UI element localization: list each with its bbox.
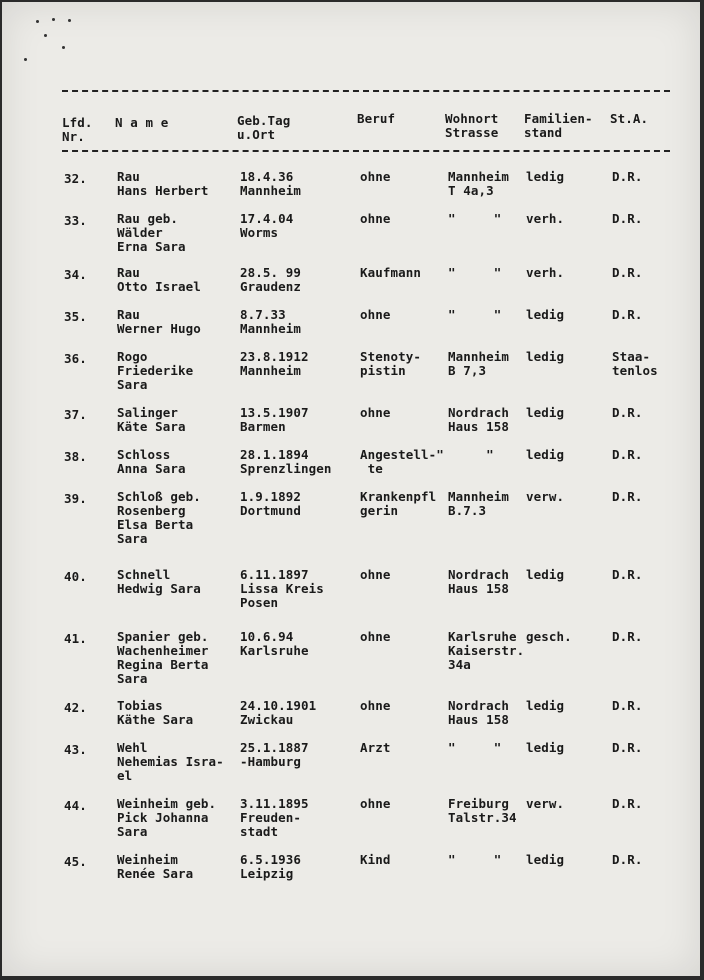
- cell-stand: ledig: [526, 852, 565, 867]
- cell-wohnort: Karlsruhe Kaiserstr. 34a: [448, 629, 525, 672]
- cell-sta: D.R.: [612, 629, 643, 644]
- cell-stand: ledig: [526, 567, 565, 582]
- cell-stand: verh.: [526, 265, 565, 280]
- cell-sta: D.R.: [612, 698, 643, 713]
- cell-beruf: ohne: [360, 211, 391, 226]
- cell-wohnort: " ": [448, 307, 502, 322]
- header-name: N a m e: [115, 115, 169, 130]
- cell-wohnort: Nordrach Haus 158: [448, 698, 510, 727]
- header-familienstand: Familien- stand: [524, 111, 593, 140]
- cell-nr: 34.: [64, 267, 87, 282]
- cell-name: Rau Otto Israel: [117, 265, 201, 294]
- cell-stand: verh.: [526, 211, 565, 226]
- cell-beruf: Angestell-" te: [360, 447, 444, 476]
- cell-geb: 6.5.1936 Leipzig: [240, 852, 302, 881]
- cell-nr: 38.: [64, 449, 87, 464]
- cell-sta: D.R.: [612, 211, 643, 226]
- cell-name: Weinheim Renée Sara: [117, 852, 194, 881]
- header-wohnort: Wohnort Strasse: [445, 111, 499, 140]
- header-rule: [62, 150, 670, 152]
- cell-stand: ledig: [526, 307, 565, 322]
- top-rule: [62, 90, 670, 92]
- cell-name: Tobias Käthe Sara: [117, 698, 194, 727]
- cell-name: Rau geb. Wälder Erna Sara: [117, 211, 186, 254]
- cell-nr: 37.: [64, 407, 87, 422]
- cell-geb: 13.5.1907 Barmen: [240, 405, 309, 434]
- cell-wohnort: Nordrach Haus 158: [448, 405, 510, 434]
- cell-beruf: ohne: [360, 169, 391, 184]
- cell-name: Rau Hans Herbert: [117, 169, 209, 198]
- header-lfd: Lfd. Nr.: [62, 115, 93, 144]
- cell-stand: ledig: [526, 447, 565, 462]
- cell-name: Schloß geb. Rosenberg Elsa Berta Sara: [117, 489, 201, 546]
- cell-nr: 42.: [64, 700, 87, 715]
- cell-stand: verw.: [526, 796, 565, 811]
- cell-beruf: ohne: [360, 405, 391, 420]
- cell-nr: 32.: [64, 171, 87, 186]
- cell-wohnort: Nordrach Haus 158: [448, 567, 510, 596]
- cell-geb: 25.1.1887 -Hamburg: [240, 740, 309, 769]
- cell-geb: 3.11.1895 Freuden- stadt: [240, 796, 309, 839]
- cell-name: Schnell Hedwig Sara: [117, 567, 201, 596]
- cell-sta: D.R.: [612, 489, 643, 504]
- cell-wohnort: " ": [448, 852, 502, 867]
- cell-sta: D.R.: [612, 405, 643, 420]
- cell-stand: ledig: [526, 169, 565, 184]
- cell-beruf: Kaufmann: [360, 265, 422, 280]
- cell-geb: 24.10.1901 Zwickau: [240, 698, 317, 727]
- cell-nr: 43.: [64, 742, 87, 757]
- cell-name: Spanier geb. Wachenheimer Regina Berta Sara: [117, 629, 209, 686]
- cell-wohnort: " ": [448, 211, 502, 226]
- cell-stand: verw.: [526, 489, 565, 504]
- cell-beruf: ohne: [360, 307, 391, 322]
- cell-name: Salinger Käte Sara: [117, 405, 186, 434]
- cell-nr: 35.: [64, 309, 87, 324]
- cell-geb: 8.7.33 Mannheim: [240, 307, 302, 336]
- cell-stand: gesch.: [526, 629, 572, 644]
- cell-sta: D.R.: [612, 796, 643, 811]
- cell-sta: D.R.: [612, 265, 643, 280]
- cell-beruf: Arzt: [360, 740, 391, 755]
- cell-wohnort: Mannheim T 4a,3: [448, 169, 510, 198]
- cell-wohnort: " ": [448, 740, 502, 755]
- cell-geb: 1.9.1892 Dortmund: [240, 489, 302, 518]
- cell-wohnort: Mannheim B.7.3: [448, 489, 510, 518]
- cell-sta: D.R.: [612, 567, 643, 582]
- cell-sta: Staa- tenlos: [612, 349, 658, 378]
- cell-geb: 18.4.36 Mannheim: [240, 169, 302, 198]
- cell-name: Rau Werner Hugo: [117, 307, 201, 336]
- cell-stand: ledig: [526, 405, 565, 420]
- cell-geb: 17.4.04 Worms: [240, 211, 294, 240]
- header-sta: St.A.: [610, 111, 649, 126]
- cell-sta: D.R.: [612, 740, 643, 755]
- cell-sta: D.R.: [612, 447, 643, 462]
- cell-geb: 6.11.1897 Lissa Kreis Posen: [240, 567, 324, 610]
- cell-geb: 23.8.1912 Mannheim: [240, 349, 309, 378]
- cell-name: Weinheim geb. Pick Johanna Sara: [117, 796, 217, 839]
- cell-name: Schloss Anna Sara: [117, 447, 186, 476]
- document-page: [2, 2, 700, 976]
- cell-stand: ledig: [526, 349, 565, 364]
- cell-wohnort: " ": [448, 265, 502, 280]
- cell-geb: 28.5. 99 Graudenz: [240, 265, 302, 294]
- cell-nr: 41.: [64, 631, 87, 646]
- cell-nr: 39.: [64, 491, 87, 506]
- cell-nr: 33.: [64, 213, 87, 228]
- cell-beruf: ohne: [360, 796, 391, 811]
- cell-beruf: ohne: [360, 698, 391, 713]
- header-beruf: Beruf: [357, 111, 396, 126]
- cell-wohnort: ": [448, 447, 494, 462]
- cell-name: Wehl Nehemias Isra- el: [117, 740, 224, 783]
- cell-name: Rogo Friederike Sara: [117, 349, 194, 392]
- cell-beruf: Krankenpfl gerin: [360, 489, 437, 518]
- cell-nr: 44.: [64, 798, 87, 813]
- cell-wohnort: Mannheim B 7,3: [448, 349, 510, 378]
- cell-sta: D.R.: [612, 852, 643, 867]
- cell-nr: 45.: [64, 854, 87, 869]
- cell-beruf: ohne: [360, 629, 391, 644]
- cell-nr: 36.: [64, 351, 87, 366]
- header-geb: Geb.Tag u.Ort: [237, 113, 291, 142]
- cell-beruf: Kind: [360, 852, 391, 867]
- cell-geb: 28.1.1894 Sprenzlingen: [240, 447, 332, 476]
- cell-beruf: ohne: [360, 567, 391, 582]
- cell-sta: D.R.: [612, 307, 643, 322]
- cell-sta: D.R.: [612, 169, 643, 184]
- cell-stand: ledig: [526, 698, 565, 713]
- cell-stand: ledig: [526, 740, 565, 755]
- cell-nr: 40.: [64, 569, 87, 584]
- cell-geb: 10.6.94 Karlsruhe: [240, 629, 309, 658]
- cell-beruf: Stenoty- pistin: [360, 349, 422, 378]
- cell-wohnort: Freiburg Talstr.34: [448, 796, 517, 825]
